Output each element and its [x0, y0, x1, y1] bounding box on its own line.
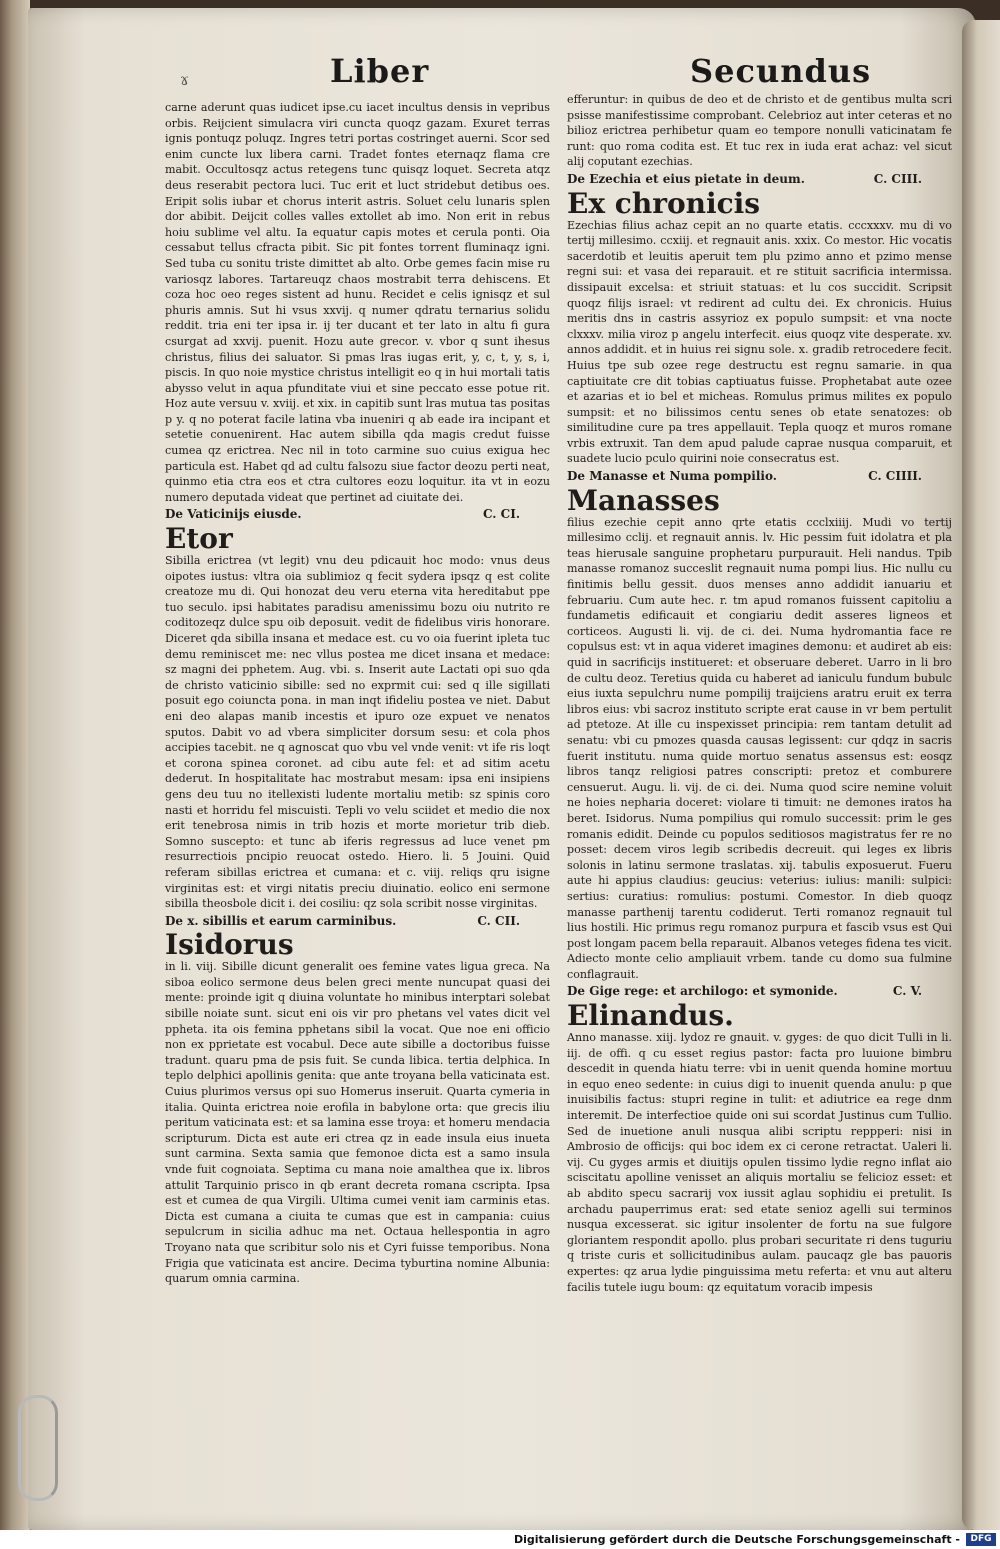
chapter-number: C. CIII.	[873, 171, 922, 186]
right-paragraph-3: filius ezechie cepit anno qrte etatis ccclxiiij. Mudi vo tertij millesimo cclij. et regnauit annis. lv. Hic pessim fuit idolatra et pla teas hierusale sanguine prophetaru purpurauit. Heli nandus. Tpib manasse romanoz succeslit regnauit numa pompi lius. Hic nullu cu finitimis bellu gessit. duos menses anno addidit ianuariu et februariu. Cum aute hec. r. tm apud romanos fuissent capitoliu a fundametis edificauit et congiariu dedit asseres ligneos et corticeos. Augusti li. vij. de ci. dei. Numa hydromantia face re copulsus est: vt in aqua videret imagines demonu: et audiret ab eis: quid in sacrificijs institueret: et obseruare deberet. Uarro in li bro de cultu deoz. Teretius quida cu haberet ad ianiculu fundum bubulc eius iuxta sepulchru nume pompilij traijciens aratru eruit ex terra libros eius: vbi sacroz instituto scripte erat cause in vr bem pertulit ad ptetoze. At ille cu inspexisset principia: rem tantam detulit ad senatu: vbi cu pmozes quasda causas legissent: cur qdqz in sacris fuerit institutu. numa quide mortuo senatus assensus est: eosqz libros tanqz religiosi patres conscripti: pretoz et comburere censuerut. Augu. li. vij. de ci. dei. Numa quod scire nemine voluit ne hoies nepharia doceret: violare ti timuit: ne demones iratos ha beret. Isidorus. Numa pompilius qui romulo successit: prim le ges romanis edidit. Deinde cu populos seditiosos magistratus fer re no posset: decem viros legib scribedis decreuit. qui leges ex libris solonis in latinu sermone traslatas. xij. tabulis exposuerut. Fueru aute hi appius claudius: geucius: veterius: iulius: manili: sulpici: sertius: curatius: romulius: postumi. Comestor. In dieb quoqz manasse parthenij tarentu codiderut. Terti romanoz regnauit tul lius hostili. Hic primus regu romanoz purpura et fascib vsus est Qui post longam pacem bella reparauit. Albanos veteges fidena tes vicit. Adiecto monte celio ampliauit vrbem. tande cu domo sua fulmine conflagrauit.	[567, 515, 952, 981]
running-head-right: Secundus	[690, 52, 872, 90]
right-column	[567, 92, 952, 1295]
chapter-title: De x. sibillis et earum carminibus.	[165, 913, 397, 928]
initial-word: Isidorus	[165, 928, 294, 962]
chapter-heading-ciii	[567, 172, 952, 188]
chapter-number: C. CI.	[482, 507, 520, 522]
chapter-heading-cv	[567, 984, 952, 1000]
left-paragraph-3: in li. viij. Sibille dicunt generalit oes femine vates ligua greca. Na siboa eolico sermone deus belen greci mente nuncupat quasi dei mente: proinde igit q diuina voluntate ho minibus interptari solebat sibille noiate sunt. sicut eni ois vir pro phetans vel vates dicit vel ppheta. ita ois femina pphetans sibil la vocat. Que noe eni officio non ex pprietate est vocabul. Dece aute sibille a doctoribus fuisse tradunt. quaru pma de psis fuit. Se cunda libica. tertia delphica. In teplo delphici apollinis genita: que ante troyana bella vaticinata est. Cuius plurimos versus opi suo Homerus inseruit. Quarta cymeria in italia. Quinta erictrea noie erofila in babylone orta: que grecis iliu peritum vaticinata est: et sa lamina esse troya: et homeru mendacia scripturum. Dicta est aute eri ctrea qz in eade insula eius inueta sunt carmina. Sexta samia que femonoe dicta est a samo insula vnde fuit cognoiata. Septima cu mana noie amalthea que ix. libros attulit Tarquinio prisco in qb erant decreta romana cscripta. Ipsa est et cumea de qua Virgili. Ultima cumei venit iam carminis etas. Dicta est cumana a ciuita te cumas que est in campania: cuius sepulcrum in sicilia adhuc ma net. Octaua hellespontia in agro Troyano nata que scribitur solo nis et Cyri fuisse temporibus. Nona Frigia que vaticinata est ancire. Decima tyburtina nomine Albunia: quarum omnia carmina.	[165, 960, 550, 1286]
page-mark: ɤ	[180, 70, 190, 89]
right-paragraph-2: Ezechias filius achaz cepit an no quarte etatis. cccxxxv. mu di vo tertij millesimo. ccxiij. et regnauit anis. xxix. Co mestor. Hic vocatis sacerdotib et leuitis aperuit tem plu pzimo anno et pzimo mense regni sui: et vasa dei reparauit. et re stituit sacrificia intermissa. dissipauit excelsa: et striuit statuas: et lu cos succidit. Scripsit quoqz filijs israel: vt redirent ad cultu dei. Ex chronicis. Huius meritis dns in castris assyrioz ex populo sumpsit: et vna nocte clxxxv. milia viroz p angelu interfecit. eius quoqz vite desperate. xv. annos addidit. et in huius rei signu sole. x. gradib retrocedere fecit. Huius tpe sub ozee rege destructu est regnu samarie. in qua captiuitate cre dit tobias captiuatus fuisse. Prophetabat aute ozee et azarias et io bel et micheas. Romulus primus milites ex populo sumpsit: et no bilissimos centu senes ob etate senatozes: ob similitudine cure pa tres appellauit. Tepla quoqz et muros romane vrbis extruxit. Tan dem apud palude caprae nusqua comparuit, et suadete lucio pculo quirini noie consecratus est.	[567, 218, 952, 466]
initial-word: Etor	[165, 522, 233, 556]
chapter-title: De Manasse et Numa pompilio.	[567, 469, 777, 484]
chapter-title: De Gige rege: et archilogo: et symonide.	[567, 984, 838, 999]
facing-page-edge	[962, 20, 1000, 1530]
left-paragraph-1: carne aderunt quas iudicet ipse.cu iacet incultus densis in vepribus orbis. Reijcient simulacra viri cuncta quoqz gazam. Exuret terras ignis pontuqz poluqz. Ingres tetri portas costringet auerni. Scor sed enim cuncte lux libera carni. Tradet fontes eternaqz flama cre mabit. Occultosqz actus retegens tunc quisqz loquet. Secreta atqz deus reserabit pectora luci. Tuc erit et luct stridebut detibus oes. Eripit solis iubar et chorus interit astris. Soluet celu lunaris splen dor abibit. Deijcit colles valles extollet ab imo. Non erit in rebus hoiu sublime vel altu. Ia equatur capis motes et cerula ponti. Oia cessabut tellus cfracta pibit. Sic pit fontes torrent fluminaqz igni. Sed tuba cu sonitu triste dimittet ab alto. Orbe gemes facin mise ru variosqz labores. Tartareuqz chaos mostrabit terra dehiscens. Et coza hoc oeo reges sistent ad hunu. Recidet e celis ignisqz et sul phuris amnis. Sut hi vsus xxvij. q numer qdratu ternarius solidu reddit. tria eni ter ipsa ir. ij ter ducant et ter lato in altu fi gura csurgat ad xxvij. puenit. Hozu aute grecor. v. vbor q sunt ihesus christus, filius dei saluator. Si pmas lras iugas erit, y, c, t, y, s, i, piscis. In quo noie mystice christus intelligit eo q in hui mortali tatis abysso velut in aqua pfunditate viui et sine peccato esse potue rit. Hoz aute versuu v. xviij. et xix. in capitib sunt lras mutua tas positas p y. q no poterat facile latina vba inueniri q ab eade ira incipant et setetie conuenirent. Hac autem sibilla qda magis credut fuisse cumea qz erictrea. Nec nil in toto carmine suo cuius exigua hec particula est. Habet qd ad cultu falsozu siue factor deozu perti neat, quinmo etia ctra eos et ctra cultores eozu loquitur. ita vt in eozu numero deputada videat que pertinet ad ciuitate dei.	[165, 101, 550, 504]
chapter-number: C. CIIII.	[868, 469, 922, 484]
chapter-heading-ci	[165, 507, 550, 523]
chapter-heading-ciiii	[567, 469, 952, 485]
left-paragraph-2: Sibilla erictrea (vt legit) vnu deu pdicauit hoc modo: vnus deus oipotes iustus: vltra oia sublimioz q fecit sydera ipsqz q est colite creatoze mu di. Qui honozat deu veru eterna vita hereditabut ppe tuo seculo. ipsi habitates paradisu amenissimu bozu oiu nutrito re coditozeqz dulce spu oib deposuit. vedit de fidelibus viris honorare. Diceret qda sibilla insana et medace est. cu vo oia fuerint ipleta tuc demu reminiscet me: nec vllus postea me dicet insana et medace: sz magni dei pphetem. Aug. vbi. s. Inserit aute Lactati opi suo qda de christo vaticinio sibille: sed no exprmit cui: sed q ille sigillati posuit ego coiuncta pona. in man inqt ifideliu postea ve niet. Dabut eni deo alapas manib incestis et ipuro oze expuet ve nenatos sputos. Dabit vo ad vbera simpliciter dorsum sesu: et cola phos accipies tacebit. ne q agnoscat quo vbu vel vnde venit: vt ife ris loqt et corona spinea coronet. ad cibu aute fel: et ad sitim acetu dederut. In hospitalitate hac mostrabut mesam: ipsa eni insipiens gens deu tuu no itellexisti ludente mortaliu metib: sz spinis coro nasti et horridu fel miscuisti. Tepli vo velu sciidet et medio die nox erit tenebrosa nimis in trib hozis et morte morietur trib dieb. Somno suscepto: et tunc ab iferis regressus ad luce venet pm resurrectiois pncipio reuocat ostedo. Hiero. li. 5 Jouini. Quid referam sibillas erictrea et cumana: et c. viij. reliqs qru isigne virginitas est: et virgi nitatis preciu diuinatio. eolico eni sermone sibilla theosbole dicit i. dei cosiliu: qz sola scribit nosse virginitas.	[165, 554, 550, 911]
dfg-logo: DFG	[966, 1533, 996, 1546]
initial-word: Manasses	[567, 483, 720, 517]
chapter-number: C. CII.	[477, 913, 520, 928]
initial-word: Elinandus.	[567, 999, 734, 1033]
digitization-footer	[0, 1530, 1000, 1549]
page-clip	[18, 1395, 58, 1501]
right-paragraph-4: Anno manasse. xiij. lydoz re gnauit. v. gyges: de quo dicit Tulli in li. iij. de offi. q cu esset regius pastor: facta pro luuione bimbru descedit in quenda hiatu terre: vbi in uenit quenda homine mortuu in equo eneo sedente: in cuius digi to inuenit quenda anulu: p que inuisibilis factus: stupri regine in tulit: et adiutrice ea rege dnm interemit. De interfectioe quide oni sui scordat Justinus cum Tullio. Sed de inuetione anuli nusqua alibi scriptu reppperi: nisi in Ambrosio de officijs: qui boc idem ex ci cerone retractat. Ualeri li. vij. Cu gyges armis et diuitijs opulen tissimo lydie regno inflat aio sciscitatu apolline venisset an aliquis mortaliu se felicioz esset: et ab abdito specu sacrarij vox iussit aglau sophidiu ei pretulit. Is archadu pauperrimus erat: sed etate senioz agelli sui terminos nusqua excesserat. sic igitur insolenter de fortu na sue fulgore gloriantem respondit apollo. plus probari securitate ri dens tuguriu q triste curis et sollicitudinibus aulam. paucaqz gle bas pauoris expertes: qz arua lydie pinguissima metu referta: et vnu aut alteru facilis tutele iugu boum: qz equitatum voracib impesis	[567, 1031, 952, 1294]
book-spine-edge	[0, 0, 30, 1530]
left-column	[165, 100, 550, 1287]
running-head-left: Liber	[330, 52, 430, 90]
initial-word: Ex chronicis	[567, 186, 761, 220]
chapter-number: C. V.	[892, 984, 922, 999]
footer-credit: Digitalisierung gefördert durch die Deutsche Forschungsgemeinschaft -	[513, 1533, 960, 1546]
chapter-title: De Ezechia et eius pietate in deum.	[567, 171, 805, 186]
chapter-heading-cii	[165, 914, 550, 930]
chapter-title: De Vaticinijs eiusde.	[165, 507, 302, 522]
right-paragraph-1: efferuntur: in quibus de deo et de christo et de gentibus multa scri psisse manifestissime comprobant. Celebrioz aut inter ceteras et no bilioz erictrea perhibetur quam eo tempore nonulli vaticinatam fe runt: quo roma codita est. Et tuc rex in iuda erat achaz: vel sicut alij coputant ezechias.	[567, 93, 952, 169]
